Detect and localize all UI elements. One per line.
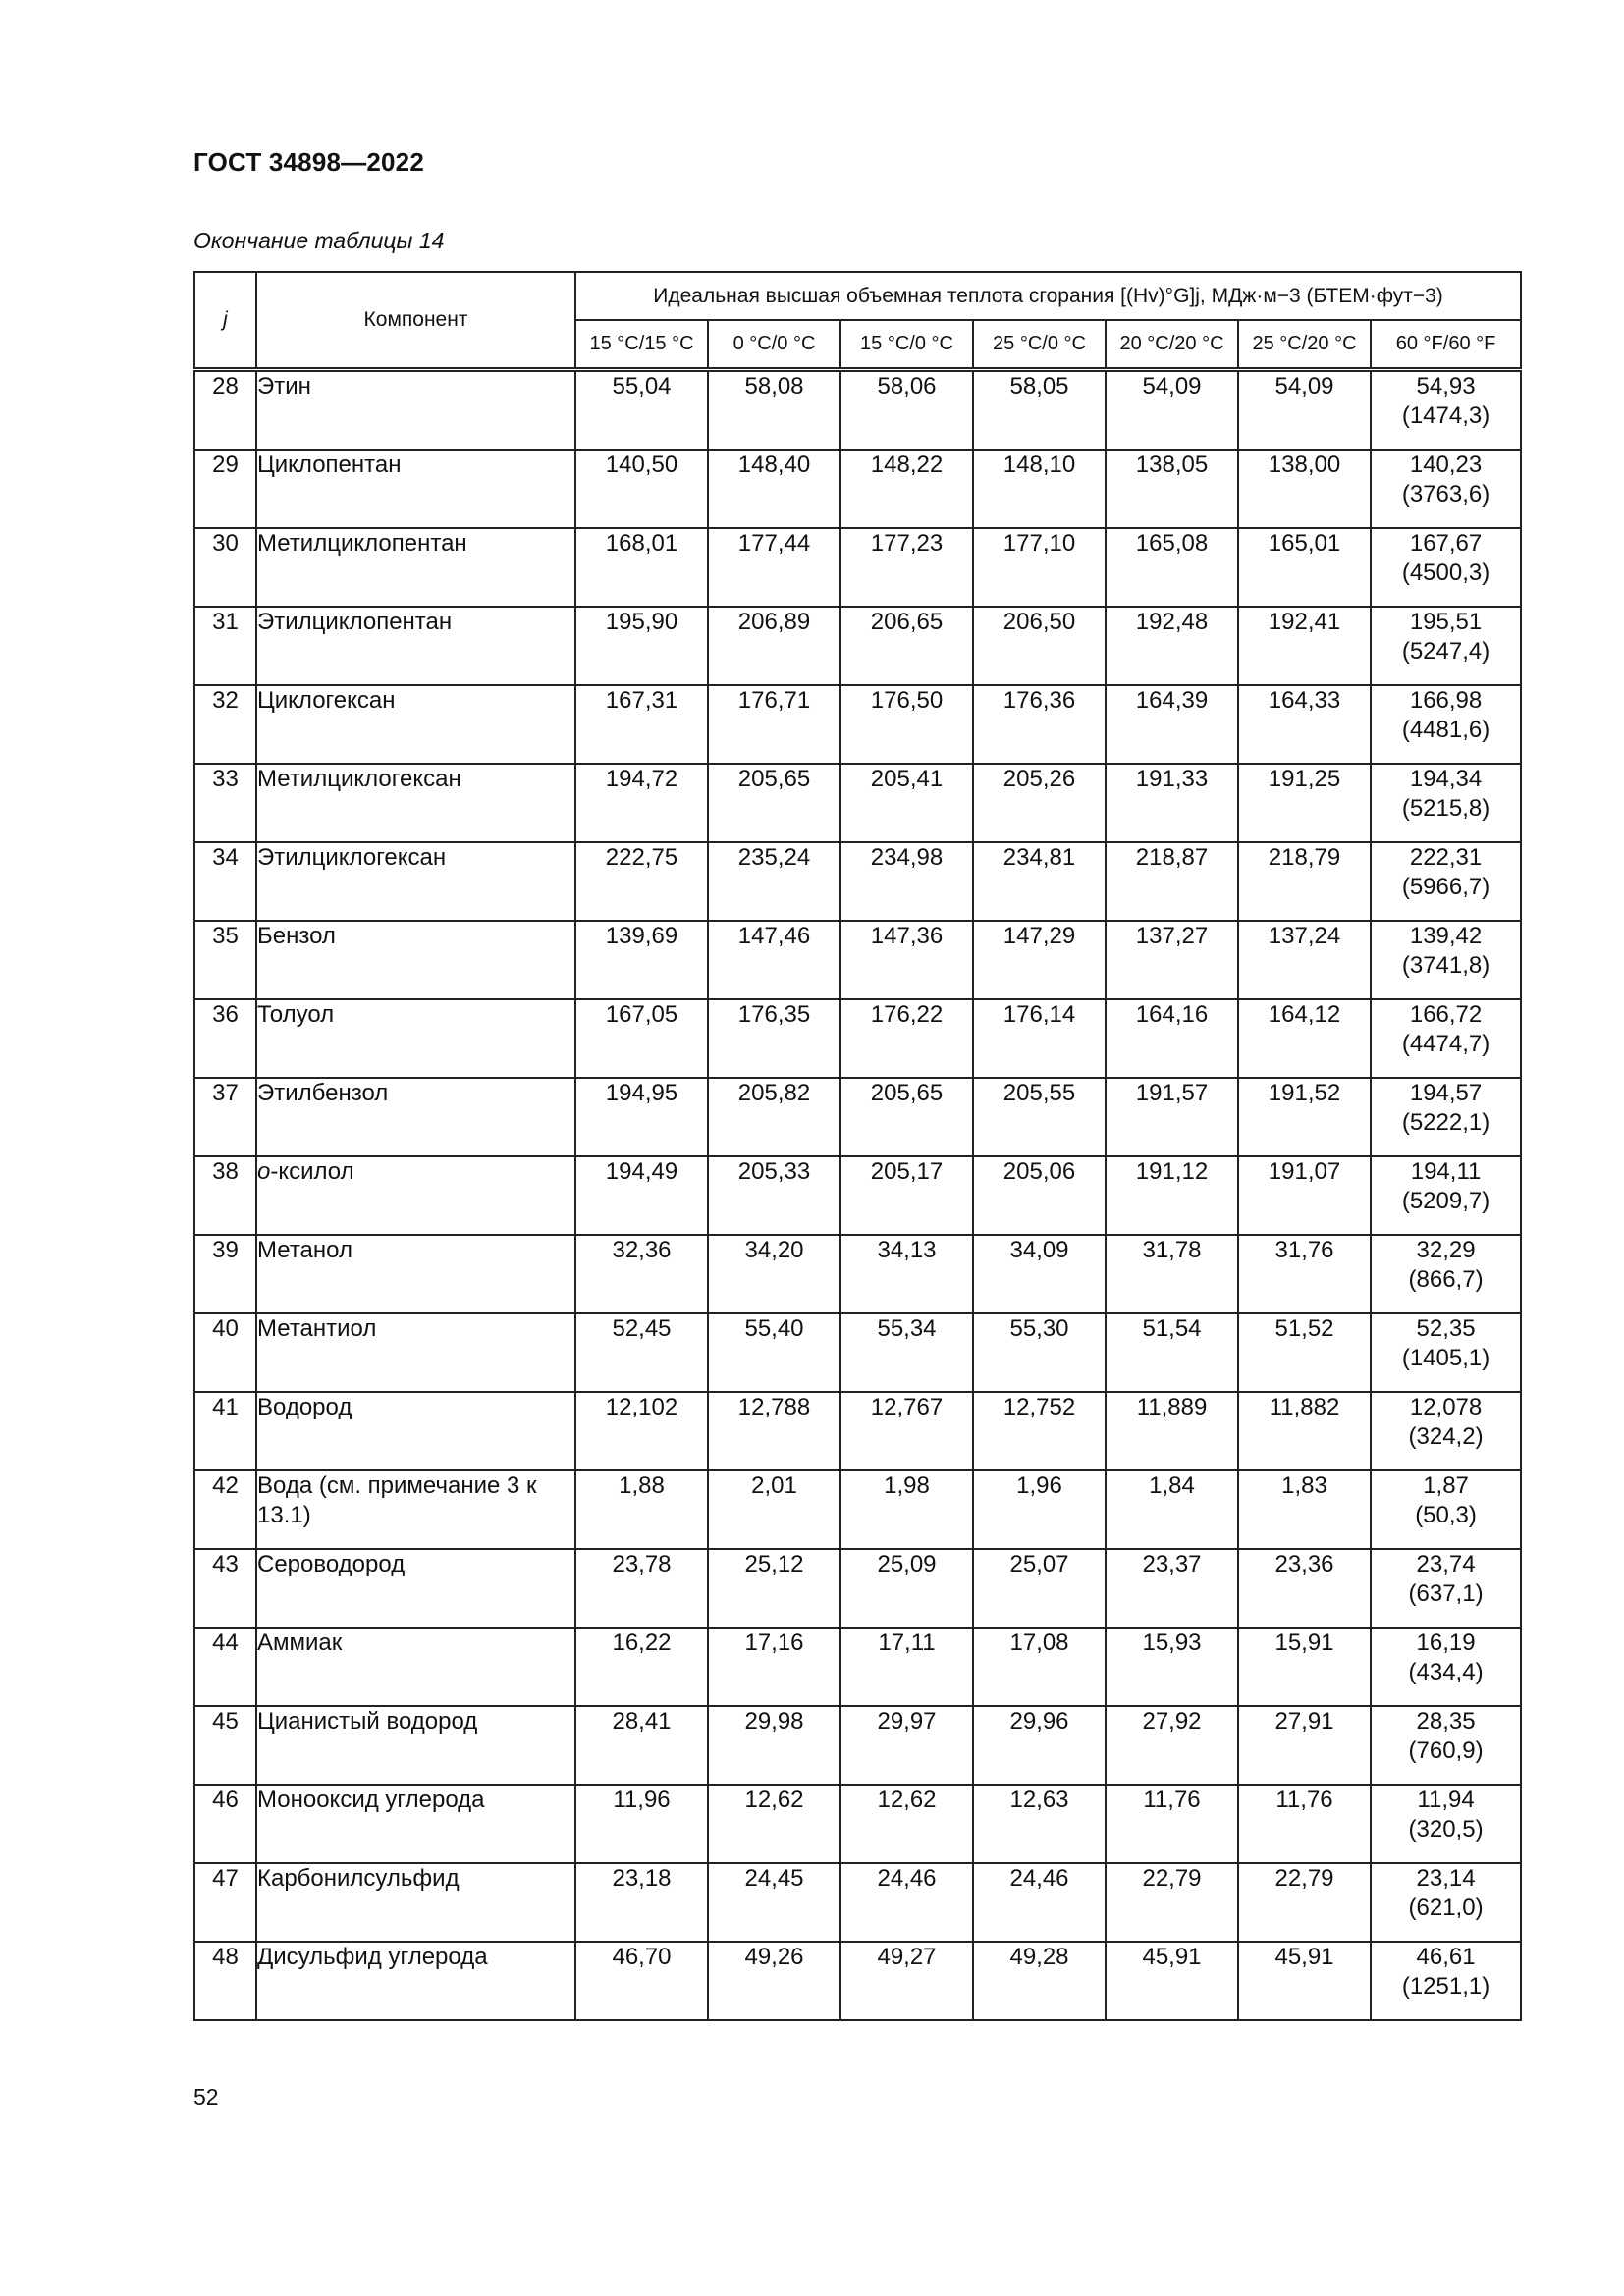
value-cell: 148,40 [708,450,840,528]
value-cell: 191,25 [1238,764,1371,842]
value-cell: 12,752 [973,1392,1106,1470]
value-cell: 194,72 [575,764,708,842]
value-cell-imperial [1371,999,1521,1078]
value-cell-imperial [1371,528,1521,607]
value-60f: 194,57 [1409,1080,1483,1106]
table-row [194,1235,1521,1313]
value-cell: 177,10 [973,528,1106,607]
value-cell: 176,14 [973,999,1106,1078]
value-cell: 165,08 [1106,528,1238,607]
row-index: 40 [194,1313,256,1392]
value-cell: 22,79 [1106,1863,1238,1942]
value-cell: 17,08 [973,1628,1106,1706]
value-cell: 27,92 [1106,1706,1238,1785]
value-cell: 205,26 [973,764,1106,842]
component-name: Этилциклопентан [256,607,575,685]
value-cell: 11,889 [1106,1392,1238,1470]
value-cell: 23,36 [1238,1549,1371,1628]
value-cell: 17,11 [840,1628,973,1706]
value-cell: 147,36 [840,921,973,999]
value-cell: 34,13 [840,1235,973,1313]
row-index: 34 [194,842,256,921]
value-60f: 195,51 [1409,609,1483,635]
value-cell: 137,24 [1238,921,1371,999]
value-cell: 1,83 [1238,1470,1371,1549]
value-60f: 23,14 [1416,1865,1476,1892]
value-60f: 52,35 [1416,1315,1476,1342]
table-body [194,370,1521,2021]
value-cell: 32,36 [575,1235,708,1313]
table-row [194,764,1521,842]
value-cell: 177,44 [708,528,840,607]
value-cell: 192,41 [1238,607,1371,685]
data-table [193,271,1522,2021]
value-cell: 34,09 [973,1235,1106,1313]
component-name: Этилциклогексан [256,842,575,921]
row-index: 35 [194,921,256,999]
table-row [194,1549,1521,1628]
row-index: 47 [194,1863,256,1942]
table-row [194,1942,1521,2020]
value-cell-imperial [1371,1549,1521,1628]
value-cell: 15,93 [1106,1628,1238,1706]
component-name: Толуол [256,999,575,1078]
value-cell: 191,33 [1106,764,1238,842]
value-btu: (3741,8) [1401,952,1490,979]
table-row [194,1313,1521,1392]
value-cell: 29,96 [973,1706,1106,1785]
value-cell: 11,96 [575,1785,708,1863]
value-cell: 167,31 [575,685,708,764]
value-cell: 191,52 [1238,1078,1371,1156]
value-cell: 25,07 [973,1549,1106,1628]
table-row [194,1785,1521,1863]
value-cell: 24,45 [708,1863,840,1942]
value-cell: 12,102 [575,1392,708,1470]
header-heating-value: Идеальная высшая объемная теплота сгорания [(Hv)°G]j, МДж·м−3 (БТЕM·фут−3) [575,272,1521,320]
component-name: Монооксид углерода [256,1785,575,1863]
value-60f: 1,87 [1423,1472,1469,1499]
value-60f: 23,74 [1416,1551,1476,1577]
value-cell: 206,65 [840,607,973,685]
component-name: Этин [256,370,575,451]
table-row [194,1628,1521,1706]
value-cell: 31,76 [1238,1235,1371,1313]
value-cell: 54,09 [1238,370,1371,451]
value-btu: (5966,7) [1401,874,1490,900]
component-name: Метилциклопентан [256,528,575,607]
value-cell: 147,46 [708,921,840,999]
value-btu: (5209,7) [1401,1188,1490,1214]
value-cell: 176,36 [973,685,1106,764]
value-cell: 148,22 [840,450,973,528]
header-component: Компонент [256,272,575,370]
value-cell-imperial [1371,1706,1521,1785]
value-cell: 11,882 [1238,1392,1371,1470]
value-cell: 12,63 [973,1785,1106,1863]
component-name: Цианистый водород [256,1706,575,1785]
value-cell: 176,35 [708,999,840,1078]
table-row [194,1863,1521,1942]
row-index: 33 [194,764,256,842]
value-btu: (4474,7) [1401,1031,1490,1057]
value-cell: 218,87 [1106,842,1238,921]
component-name: Циклопентан [256,450,575,528]
value-cell-imperial [1371,370,1521,451]
component-name: Метанол [256,1235,575,1313]
value-cell-imperial [1371,685,1521,764]
value-cell: 16,22 [575,1628,708,1706]
value-cell-imperial [1371,1235,1521,1313]
row-index: 46 [194,1785,256,1863]
value-cell: 29,97 [840,1706,973,1785]
value-cell-imperial [1371,1785,1521,1863]
header-temp-20-20: 20 °C/20 °C [1106,320,1238,369]
value-cell: 23,78 [575,1549,708,1628]
value-cell-imperial [1371,764,1521,842]
value-cell-imperial [1371,1313,1521,1392]
header-temp-0-0: 0 °C/0 °C [708,320,840,369]
value-60f: 16,19 [1416,1629,1476,1656]
value-cell: 1,98 [840,1470,973,1549]
value-cell: 23,37 [1106,1549,1238,1628]
value-cell: 205,41 [840,764,973,842]
value-cell-imperial [1371,1628,1521,1706]
value-cell-imperial [1371,1942,1521,2020]
value-60f: 166,72 [1409,1001,1483,1028]
value-cell: 12,788 [708,1392,840,1470]
value-cell-imperial [1371,921,1521,999]
component-name: Этилбензол [256,1078,575,1156]
value-cell-imperial [1371,450,1521,528]
value-60f: 140,23 [1409,452,1483,478]
value-cell: 234,98 [840,842,973,921]
document-header: ГОСТ 34898—2022 [193,147,424,177]
value-cell: 31,78 [1106,1235,1238,1313]
row-index: 44 [194,1628,256,1706]
value-cell: 2,01 [708,1470,840,1549]
value-btu: (5222,1) [1401,1109,1490,1136]
table-row [194,1392,1521,1470]
header-j: j [194,272,256,370]
value-cell: 27,91 [1238,1706,1371,1785]
value-60f: 28,35 [1416,1708,1476,1735]
value-cell: 15,91 [1238,1628,1371,1706]
header-temp-25-0: 25 °C/0 °C [973,320,1106,369]
value-cell: 58,06 [840,370,973,451]
value-cell: 195,90 [575,607,708,685]
component-name: Карбонилсульфид [256,1863,575,1942]
value-cell: 205,82 [708,1078,840,1156]
component-name: Вода (см. примечание 3 к 13.1) [256,1470,575,1549]
value-btu: (1251,1) [1401,1973,1490,2000]
value-cell: 12,62 [708,1785,840,1863]
row-index: 43 [194,1549,256,1628]
value-cell-imperial [1371,1392,1521,1470]
component-name: Метантиол [256,1313,575,1392]
value-cell-imperial [1371,1470,1521,1549]
value-cell: 25,09 [840,1549,973,1628]
value-btu: (3763,6) [1401,481,1490,507]
row-index: 29 [194,450,256,528]
table-row [194,528,1521,607]
value-cell-imperial [1371,1863,1521,1942]
value-btu: (760,9) [1408,1737,1484,1764]
value-btu: (621,0) [1408,1895,1484,1921]
value-cell: 205,65 [840,1078,973,1156]
value-cell-imperial [1371,842,1521,921]
value-cell: 205,55 [973,1078,1106,1156]
value-cell: 176,71 [708,685,840,764]
value-cell: 164,39 [1106,685,1238,764]
value-cell: 138,05 [1106,450,1238,528]
value-cell: 23,18 [575,1863,708,1942]
value-cell: 167,05 [575,999,708,1078]
value-cell-imperial [1371,1078,1521,1156]
value-cell: 11,76 [1106,1785,1238,1863]
table-row [194,1156,1521,1235]
value-cell: 29,98 [708,1706,840,1785]
table-caption: Окончание таблицы 14 [193,228,445,253]
table-row [194,607,1521,685]
value-cell: 22,79 [1238,1863,1371,1942]
value-cell: 55,04 [575,370,708,451]
value-cell: 55,34 [840,1313,973,1392]
header-temp-15-15: 15 °C/15 °C [575,320,708,369]
table-row [194,450,1521,528]
component-name: Циклогексан [256,685,575,764]
value-cell: 206,89 [708,607,840,685]
value-cell: 51,54 [1106,1313,1238,1392]
value-cell: 45,91 [1106,1942,1238,2020]
row-index: 31 [194,607,256,685]
value-cell: 1,88 [575,1470,708,1549]
value-cell: 17,16 [708,1628,840,1706]
value-cell: 1,84 [1106,1470,1238,1549]
value-btu: (434,4) [1408,1659,1484,1685]
row-index: 28 [194,370,256,451]
row-index: 48 [194,1942,256,2020]
value-cell: 58,05 [973,370,1106,451]
table-row [194,1078,1521,1156]
value-cell: 55,30 [973,1313,1106,1392]
value-cell: 205,06 [973,1156,1106,1235]
value-cell: 191,07 [1238,1156,1371,1235]
value-60f: 11,94 [1417,1787,1475,1813]
value-btu: (4481,6) [1401,717,1490,743]
header-temp-15-0: 15 °C/0 °C [840,320,973,369]
value-cell: 222,75 [575,842,708,921]
value-cell-imperial [1371,607,1521,685]
value-cell: 164,12 [1238,999,1371,1078]
value-cell: 45,91 [1238,1942,1371,2020]
table-row [194,685,1521,764]
page-number: 52 [193,2084,219,2109]
value-cell: 205,33 [708,1156,840,1235]
value-60f: 194,11 [1410,1158,1482,1185]
value-cell: 12,62 [840,1785,973,1863]
value-btu: (1405,1) [1401,1345,1490,1371]
table-row [194,1470,1521,1549]
value-cell: 176,50 [840,685,973,764]
table-row [194,999,1521,1078]
table-row [194,842,1521,921]
row-index: 45 [194,1706,256,1785]
value-cell: 164,33 [1238,685,1371,764]
value-cell: 192,48 [1106,607,1238,685]
row-index: 32 [194,685,256,764]
value-cell: 137,27 [1106,921,1238,999]
component-name: о-ксилол [256,1156,575,1235]
value-cell: 34,20 [708,1235,840,1313]
row-index: 30 [194,528,256,607]
row-index: 39 [194,1235,256,1313]
row-index: 41 [194,1392,256,1470]
value-cell: 205,17 [840,1156,973,1235]
component-name: Водород [256,1392,575,1470]
value-cell: 11,76 [1238,1785,1371,1863]
value-cell: 194,49 [575,1156,708,1235]
value-cell-imperial [1371,1156,1521,1235]
value-cell: 24,46 [840,1863,973,1942]
value-btu: (5247,4) [1401,638,1490,665]
value-60f: 166,98 [1409,687,1483,714]
value-cell: 12,767 [840,1392,973,1470]
value-cell: 164,16 [1106,999,1238,1078]
value-cell: 194,95 [575,1078,708,1156]
value-cell: 138,00 [1238,450,1371,528]
value-btu: (324,2) [1408,1423,1484,1450]
row-index: 38 [194,1156,256,1235]
value-btu: (320,5) [1408,1816,1484,1842]
value-cell: 24,46 [973,1863,1106,1942]
row-index: 36 [194,999,256,1078]
value-cell: 165,01 [1238,528,1371,607]
value-cell: 191,12 [1106,1156,1238,1235]
row-index: 37 [194,1078,256,1156]
value-cell: 54,09 [1106,370,1238,451]
component-name: Сероводород [256,1549,575,1628]
value-cell: 55,40 [708,1313,840,1392]
value-btu: (5215,8) [1401,795,1490,822]
value-btu: (50,3) [1415,1502,1477,1528]
value-cell: 51,52 [1238,1313,1371,1392]
value-cell: 191,57 [1106,1078,1238,1156]
header-temp-25-20: 25 °C/20 °C [1238,320,1371,369]
value-cell: 58,08 [708,370,840,451]
value-cell: 139,69 [575,921,708,999]
value-60f: 46,61 [1416,1944,1476,1970]
value-cell: 235,24 [708,842,840,921]
component-name: Дисульфид углерода [256,1942,575,2020]
component-name: Аммиак [256,1628,575,1706]
value-cell: 177,23 [840,528,973,607]
value-cell: 218,79 [1238,842,1371,921]
component-name: Бензол [256,921,575,999]
value-cell: 168,01 [575,528,708,607]
header-temp-60f-60f: 60 °F/60 °F [1371,320,1521,369]
value-60f: 222,31 [1409,844,1483,871]
table-row [194,921,1521,999]
table-row [194,1706,1521,1785]
value-cell: 52,45 [575,1313,708,1392]
value-cell: 46,70 [575,1942,708,2020]
value-btu: (637,1) [1408,1580,1484,1607]
value-60f: 194,34 [1409,766,1483,792]
value-60f: 54,93 [1416,373,1476,400]
value-cell: 234,81 [973,842,1106,921]
value-btu: (866,7) [1408,1266,1484,1293]
value-60f: 139,42 [1409,923,1483,949]
value-cell: 49,27 [840,1942,973,2020]
value-60f: 167,67 [1409,530,1483,557]
value-cell: 1,96 [973,1470,1106,1549]
value-btu: (1474,3) [1401,402,1490,429]
value-cell: 28,41 [575,1706,708,1785]
value-btu: (4500,3) [1401,560,1490,586]
table-row [194,370,1521,451]
value-cell: 205,65 [708,764,840,842]
value-cell: 147,29 [973,921,1106,999]
value-cell: 49,26 [708,1942,840,2020]
value-60f: 12,078 [1409,1394,1483,1420]
value-60f: 32,29 [1416,1237,1476,1263]
value-cell: 148,10 [973,450,1106,528]
value-cell: 140,50 [575,450,708,528]
value-cell: 25,12 [708,1549,840,1628]
value-cell: 206,50 [973,607,1106,685]
component-name: Метилциклогексан [256,764,575,842]
value-cell: 176,22 [840,999,973,1078]
row-index: 42 [194,1470,256,1549]
value-cell: 49,28 [973,1942,1106,2020]
